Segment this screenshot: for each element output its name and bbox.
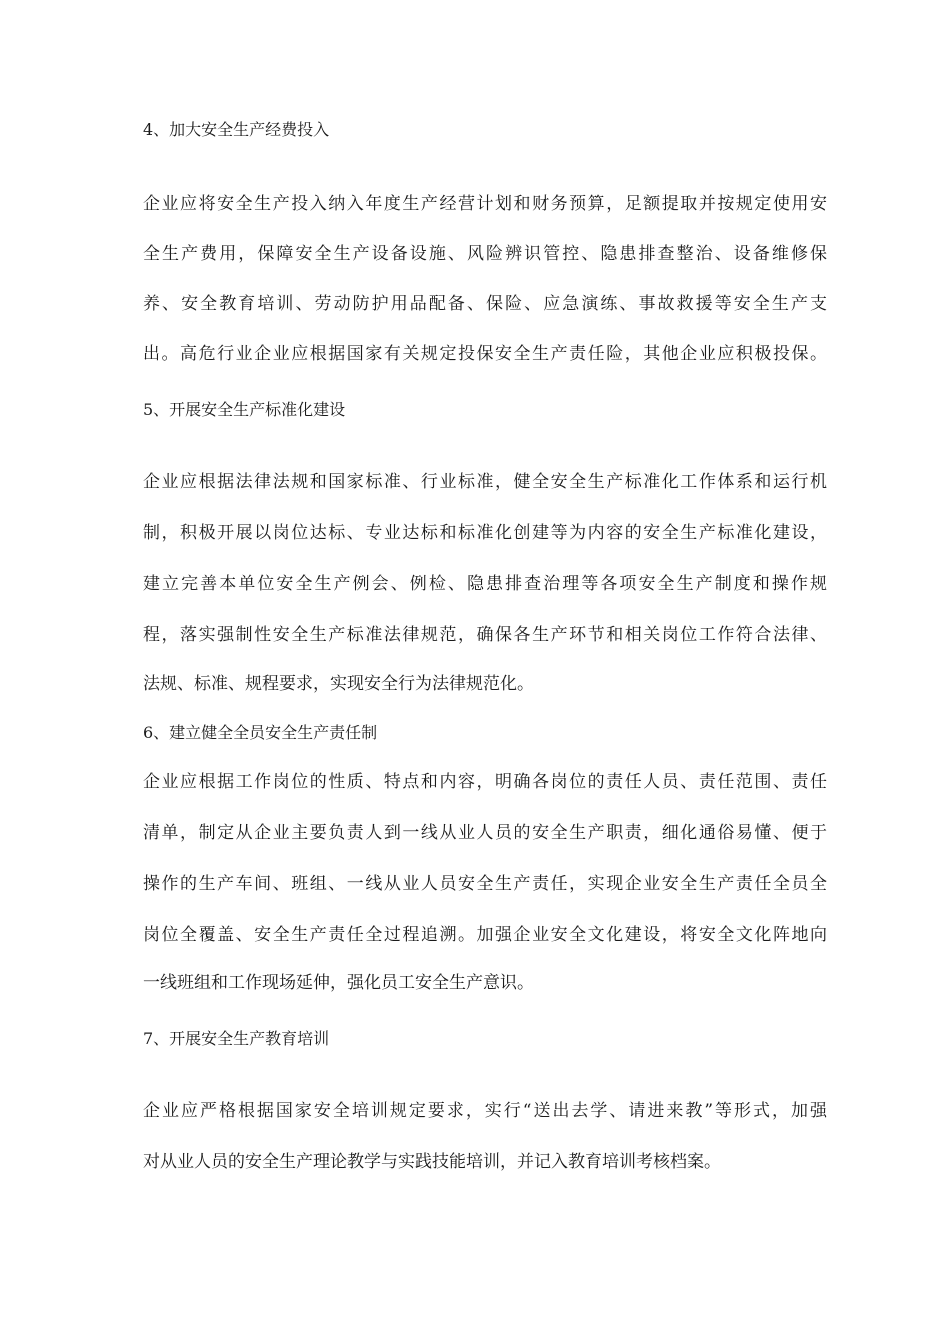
section-heading: 6、建立健全全员安全生产责任制 (143, 723, 378, 742)
paragraph-line: 对从业人员的安全生产理论教学与实践技能培训，并记入教育培训考核档案。 (143, 1152, 721, 1172)
paragraph-line: 法规、标准、规程要求，实现安全行为法律规范化。 (143, 674, 534, 694)
paragraph-line: 企业应根据工作岗位的性质、特点和内容，明确各岗位的责任人员、责任范围、责任 (143, 772, 827, 792)
section-heading: 7、开展安全生产教育培训 (143, 1029, 330, 1048)
paragraph-line: 岗位全覆盖、安全生产责任全过程追溯。加强企业安全文化建设，将安全文化阵地向 (143, 925, 827, 945)
paragraph-line: 全生产费用，保障安全生产设备设施、风险辨识管控、隐患排查整治、设备维修保 (143, 244, 827, 264)
paragraph-line: 操作的生产车间、班组、一线从业人员安全生产责任，实现企业安全生产责任全员全 (143, 874, 827, 894)
section-heading: 5、开展安全生产标准化建设 (143, 400, 346, 419)
paragraph-line: 企业应将安全生产投入纳入年度生产经营计划和财务预算，足额提取并按规定使用安 (143, 194, 827, 214)
section-heading: 4、加大安全生产经费投入 (143, 120, 330, 139)
paragraph-line: 企业应根据法律法规和国家标准、行业标准，健全安全生产标准化工作体系和运行机 (143, 472, 827, 492)
paragraph-line: 一线班组和工作现场延伸，强化员工安全生产意识。 (143, 973, 534, 993)
paragraph-line: 建立完善本单位安全生产例会、例检、隐患排查治理等各项安全生产制度和操作规 (143, 574, 827, 594)
paragraph-line: 清单，制定从企业主要负责人到一线从业人员的安全生产职责，细化通俗易懂、便于 (143, 823, 827, 843)
paragraph-line: 程，落实强制性安全生产标准法律规范，确保各生产环节和相关岗位工作符合法律、 (143, 625, 827, 645)
paragraph-line: 制，积极开展以岗位达标、专业达标和标准化创建等为内容的安全生产标准化建设， (143, 523, 827, 543)
paragraph-line: 养、安全教育培训、劳动防护用品配备、保险、应急演练、事故救援等安全生产支 (143, 294, 827, 314)
paragraph-line: 企业应严格根据国家安全培训规定要求，实行“送出去学、请进来教”等形式，加强 (143, 1101, 827, 1121)
paragraph-line: 出。高危行业企业应根据国家有关规定投保安全生产责任险，其他企业应积极投保。 (143, 344, 827, 364)
